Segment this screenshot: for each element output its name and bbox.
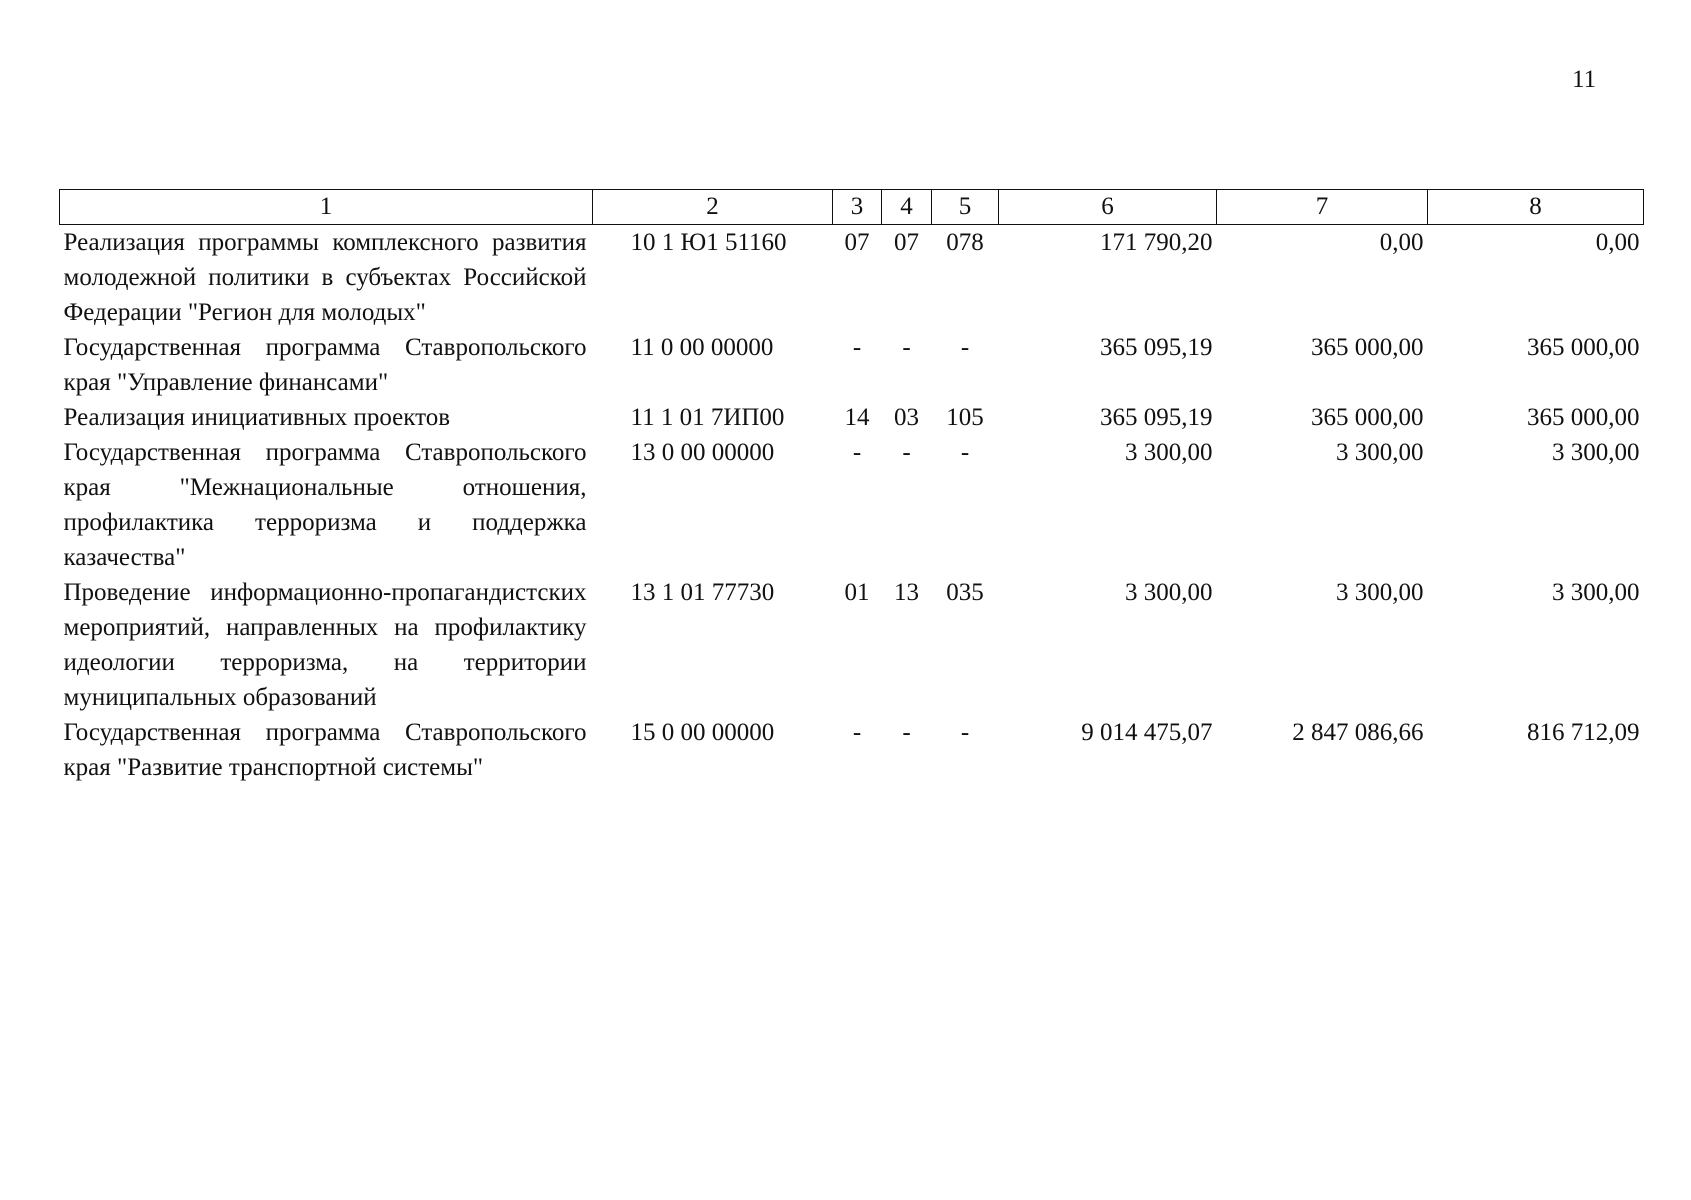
- row-amount-6: 3 300,00: [1125, 439, 1213, 466]
- row-code: 11 1 01 7ИП00: [630, 404, 785, 431]
- budget-table: [59, 189, 1644, 785]
- row-col-5: -: [960, 334, 970, 361]
- row-name: Государственная программа Ставропольского края "Развитие транспортной системы": [63, 719, 587, 781]
- row-amount-8: 3 300,00: [1552, 579, 1640, 606]
- header-col-4: 4: [882, 190, 932, 225]
- row-col-3: 14: [844, 404, 870, 431]
- row-col-4: 03: [894, 404, 919, 431]
- row-amount-7: 0,00: [1379, 229, 1424, 256]
- table-row: [60, 575, 1644, 715]
- table-body: [60, 225, 1644, 786]
- row-amount-6: 171 790,20: [1100, 229, 1213, 256]
- row-col-3: 01: [844, 579, 870, 606]
- row-amount-8: 0,00: [1595, 229, 1640, 256]
- row-code: 13 0 00 00000: [630, 439, 775, 466]
- row-amount-8: 365 000,00: [1527, 404, 1640, 431]
- row-name: Проведение информационно-пропагандистских мероприятий, направленных на профилактику идеологии терроризма, на территории муниципальных образований: [63, 579, 587, 711]
- row-col-5: -: [960, 719, 970, 746]
- row-col-5: 078: [946, 229, 984, 256]
- row-amount-8: 365 000,00: [1527, 334, 1640, 361]
- row-amount-8: 816 712,09: [1527, 719, 1640, 746]
- row-code: 13 1 01 77730: [630, 579, 775, 606]
- header-col-8: 8: [1428, 190, 1644, 225]
- table-header: [60, 190, 1644, 225]
- row-name: Реализация инициативных проектов: [63, 404, 450, 431]
- table-row: [60, 225, 1644, 331]
- row-name: Государственная программа Ставропольского края "Управление финансами": [63, 334, 587, 396]
- page-number: 11: [1572, 66, 1597, 93]
- header-col-1: 1: [60, 190, 593, 225]
- row-col-4: -: [902, 334, 911, 361]
- row-amount-7: 365 000,00: [1311, 404, 1424, 431]
- row-amount-6: 3 300,00: [1125, 579, 1213, 606]
- row-name: Реализация программы комплексного развития молодежной политики в субъектах Российской Федерации "Регион для молодых": [63, 229, 587, 326]
- row-amount-6: 365 095,19: [1100, 334, 1213, 361]
- row-code: 10 1 Ю1 51160: [630, 229, 787, 256]
- header-col-2: 2: [593, 190, 833, 225]
- row-name: Государственная программа Ставропольского края "Межнациональные отношения, профилактика терроризма и поддержка казачества": [63, 439, 587, 571]
- header-col-5: 5: [932, 190, 999, 225]
- header-row: [60, 190, 1644, 225]
- row-amount-7: 3 300,00: [1336, 579, 1424, 606]
- row-col-5: 035: [946, 579, 984, 606]
- table-row: [60, 330, 1644, 400]
- header-col-7: 7: [1217, 190, 1428, 225]
- row-amount-7: 2 847 086,66: [1292, 719, 1424, 746]
- row-col-4: -: [902, 719, 911, 746]
- table-row: [60, 715, 1644, 785]
- row-amount-7: 365 000,00: [1311, 334, 1424, 361]
- row-amount-6: 365 095,19: [1100, 404, 1213, 431]
- row-amount-7: 3 300,00: [1336, 439, 1424, 466]
- header-col-3: 3: [833, 190, 882, 225]
- row-col-3: -: [852, 439, 862, 466]
- header-col-6: 6: [999, 190, 1217, 225]
- row-col-5: -: [960, 439, 970, 466]
- row-col-4: -: [902, 439, 911, 466]
- row-col-3: 07: [844, 229, 870, 256]
- row-col-3: -: [852, 719, 862, 746]
- row-code: 11 0 00 00000: [630, 334, 774, 361]
- row-col-3: -: [852, 334, 862, 361]
- row-amount-8: 3 300,00: [1552, 439, 1640, 466]
- row-col-5: 105: [946, 404, 984, 431]
- row-amount-6: 9 014 475,07: [1081, 719, 1213, 746]
- table-row: [60, 435, 1644, 575]
- row-code: 15 0 00 00000: [630, 719, 775, 746]
- row-col-4: 13: [894, 579, 919, 606]
- row-col-4: 07: [894, 229, 919, 256]
- table-row: [60, 400, 1644, 435]
